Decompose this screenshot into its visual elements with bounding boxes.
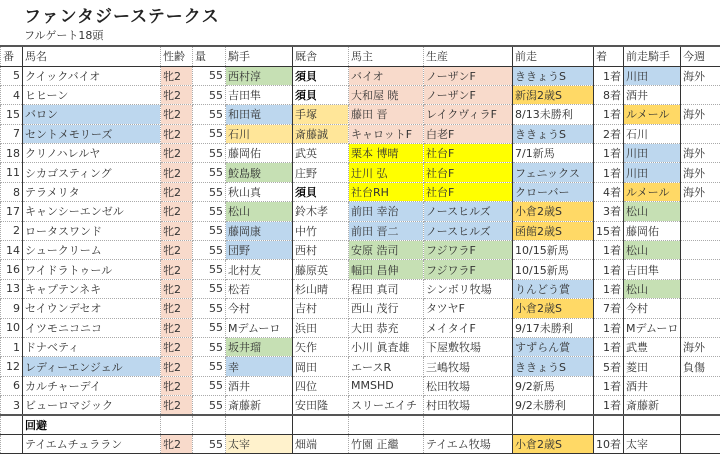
cell-sex-age[interactable]: 牝2 <box>161 299 193 318</box>
cell-weight[interactable]: 55 <box>193 221 226 240</box>
cell-number[interactable]: 9 <box>1 299 23 318</box>
cell-prev-finish[interactable]: 1着 <box>594 144 624 163</box>
cell-prev-jockey[interactable]: 川田 <box>624 66 681 85</box>
cell-prev-race[interactable]: 9/2新馬 <box>513 376 594 395</box>
cell-sex-age[interactable]: 牝2 <box>161 221 193 240</box>
cell-weight[interactable]: 55 <box>193 357 226 376</box>
cell-prev-jockey[interactable]: 武豊 <box>624 337 681 356</box>
cell-trainer[interactable]: 鈴木孝 <box>293 202 349 221</box>
cell-prev-jockey[interactable]: 松山 <box>624 241 681 260</box>
cell-number[interactable]: 12 <box>1 357 23 376</box>
cell-sex-age[interactable]: 牝2 <box>161 337 193 356</box>
cell-jockey[interactable]: 団野 <box>226 241 293 260</box>
cell-prev-finish[interactable]: 1着 <box>594 66 624 85</box>
cell-prev-finish[interactable]: 2着 <box>594 124 624 143</box>
cell-weight[interactable]: 55 <box>193 182 226 201</box>
cell-weight[interactable]: 55 <box>193 299 226 318</box>
scratched-header-row <box>1 415 720 434</box>
cell-trainer[interactable]: 浜田 <box>293 318 349 337</box>
header-jockey[interactable]: 騎手 <box>226 46 293 66</box>
cell-horse-name[interactable]: ドナベティ <box>23 337 161 356</box>
cell-prev-finish[interactable]: 1着 <box>594 279 624 298</box>
cell-owner[interactable]: スリーエイチ <box>349 396 424 415</box>
cell-jockey[interactable]: 秋山真 <box>226 182 293 201</box>
cell-prev-race[interactable]: すずらん賞 <box>513 337 594 356</box>
cell-prev-race[interactable]: フェニックス <box>513 163 594 182</box>
cell-owner[interactable]: 小川 眞査雄 <box>349 337 424 356</box>
header-this-week[interactable]: 今週 <box>681 46 720 66</box>
cell-breeder[interactable]: フジワラF <box>424 241 513 260</box>
cell-prev-finish[interactable]: 5着 <box>594 357 624 376</box>
cell-jockey[interactable]: 酒井 <box>226 376 293 395</box>
cell-trainer[interactable]: 矢作 <box>293 337 349 356</box>
cell-this-week[interactable]: 海外 <box>681 163 720 182</box>
cell-horse-name[interactable]: ロータスワンド <box>23 221 161 240</box>
cell-trainer[interactable]: 安田隆 <box>293 396 349 415</box>
cell-prev-jockey[interactable]: 川田 <box>624 144 681 163</box>
cell-weight[interactable]: 55 <box>193 376 226 395</box>
cell-weight[interactable]: 55 <box>193 434 226 453</box>
cell-prev-finish[interactable]: 1着 <box>594 337 624 356</box>
cell-sex-age[interactable]: 牝2 <box>161 66 193 85</box>
cell-sex-age[interactable]: 牝2 <box>161 105 193 124</box>
cell-number[interactable]: 2 <box>1 221 23 240</box>
cell-prev-race[interactable]: 10/15新馬 <box>513 241 594 260</box>
cell-this-week[interactable] <box>681 202 720 221</box>
cell-sex-age[interactable]: 牝2 <box>161 318 193 337</box>
cell-horse-name[interactable]: キャプテンネキ <box>23 279 161 298</box>
table-row[interactable] <box>1 163 720 182</box>
cell-prev-jockey[interactable]: 斎藤新 <box>624 396 681 415</box>
cell-prev-finish[interactable]: 1着 <box>594 105 624 124</box>
cell-this-week[interactable] <box>681 299 720 318</box>
cell-trainer[interactable]: 須貝 <box>293 182 349 201</box>
cell-horse-name[interactable]: テイエムチュララン <box>23 434 161 453</box>
cell-this-week[interactable] <box>681 124 720 143</box>
entries-body <box>1 66 720 454</box>
cell-owner[interactable]: 西山 茂行 <box>349 299 424 318</box>
cell-prev-race[interactable]: ききょうS <box>513 124 594 143</box>
cell-prev-race[interactable]: ききょうS <box>513 357 594 376</box>
cell-trainer[interactable]: 庄野 <box>293 163 349 182</box>
table-row[interactable] <box>1 144 720 163</box>
empty-cell <box>513 415 594 434</box>
cell-number[interactable]: 10 <box>1 318 23 337</box>
cell-breeder[interactable]: 下屋敷牧場 <box>424 337 513 356</box>
cell-number[interactable]: 8 <box>1 182 23 201</box>
cell-prev-jockey[interactable]: 太宰 <box>624 434 681 453</box>
empty-cell <box>624 415 681 434</box>
cell-prev-race[interactable]: 8/13未勝利 <box>513 105 594 124</box>
table-row[interactable] <box>1 260 720 279</box>
cell-number[interactable]: 16 <box>1 260 23 279</box>
empty-cell <box>349 415 424 434</box>
cell-owner[interactable]: 程田 真司 <box>349 279 424 298</box>
cell-sex-age[interactable]: 牝2 <box>161 260 193 279</box>
cell-breeder[interactable]: シンボリ牧場 <box>424 279 513 298</box>
cell-breeder[interactable]: 社台F <box>424 182 513 201</box>
cell-breeder[interactable]: 三嶋牧場 <box>424 357 513 376</box>
table-row[interactable] <box>1 85 720 104</box>
table-row[interactable] <box>1 337 720 356</box>
cell-prev-jockey[interactable]: ルメール <box>624 182 681 201</box>
cell-trainer[interactable]: 杉山晴 <box>293 279 349 298</box>
cell-trainer[interactable]: 四位 <box>293 376 349 395</box>
cell-weight[interactable]: 55 <box>193 124 226 143</box>
table-row[interactable] <box>1 66 720 85</box>
empty-cell <box>594 415 624 434</box>
cell-jockey[interactable]: 藤岡康 <box>226 221 293 240</box>
table-row[interactable] <box>1 318 720 337</box>
table-row[interactable] <box>1 124 720 143</box>
cell-prev-race[interactable]: 小倉2歳S <box>513 202 594 221</box>
cell-prev-race[interactable]: 10/15新馬 <box>513 260 594 279</box>
cell-prev-jockey[interactable]: 酒井 <box>624 85 681 104</box>
header-weight[interactable]: 量 <box>193 46 226 66</box>
cell-breeder[interactable]: テイエム牧場 <box>424 434 513 453</box>
header-number[interactable]: 番 <box>1 46 23 66</box>
cell-prev-jockey[interactable]: 松山 <box>624 279 681 298</box>
cell-prev-race[interactable]: 函館2歳S <box>513 221 594 240</box>
empty-cell <box>1 415 23 434</box>
cell-prev-jockey[interactable]: Mデムーロ <box>624 318 681 337</box>
cell-prev-race[interactable]: 9/17未勝利 <box>513 318 594 337</box>
cell-owner[interactable]: 前田 晋二 <box>349 221 424 240</box>
table-row[interactable] <box>1 376 720 395</box>
empty-cell <box>293 415 349 434</box>
cell-breeder[interactable]: ノースヒルズ <box>424 202 513 221</box>
cell-weight[interactable]: 55 <box>193 396 226 415</box>
cell-trainer[interactable]: 西村 <box>293 241 349 260</box>
cell-this-week[interactable] <box>681 434 720 453</box>
cell-prev-race[interactable]: クローバー <box>513 182 594 201</box>
cell-owner[interactable]: MMSHD <box>349 376 424 395</box>
cell-prev-finish[interactable]: 7着 <box>594 299 624 318</box>
cell-horse-name[interactable]: セントメモリーズ <box>23 124 161 143</box>
cell-number[interactable]: 15 <box>1 105 23 124</box>
cell-jockey[interactable]: Mデムーロ <box>226 318 293 337</box>
cell-number[interactable] <box>1 434 23 453</box>
cell-this-week[interactable]: 海外 <box>681 105 720 124</box>
empty-cell <box>161 415 193 434</box>
cell-owner[interactable]: 前田 幸治 <box>349 202 424 221</box>
cell-weight[interactable]: 55 <box>193 337 226 356</box>
sheet-subtitle: フルゲート18頭 <box>24 27 103 43</box>
cell-prev-race[interactable]: 小倉2歳S <box>513 299 594 318</box>
cell-owner[interactable]: 藤田 晋 <box>349 105 424 124</box>
cell-breeder[interactable]: 村田牧場 <box>424 396 513 415</box>
header-breeder[interactable]: 生産 <box>424 46 513 66</box>
cell-jockey[interactable]: 松若 <box>226 279 293 298</box>
header-prev-finish[interactable]: 着 <box>594 46 624 66</box>
cell-horse-name[interactable]: クイックバイオ <box>23 66 161 85</box>
entries-table <box>0 45 720 454</box>
cell-weight[interactable]: 55 <box>193 279 226 298</box>
header-horse-name[interactable]: 馬名 <box>23 46 161 66</box>
cell-breeder[interactable]: メイタイF <box>424 318 513 337</box>
cell-horse-name[interactable]: セイウンデセオ <box>23 299 161 318</box>
cell-prev-race[interactable]: りんどう賞 <box>513 279 594 298</box>
empty-cell <box>193 415 226 434</box>
cell-this-week[interactable]: 海外 <box>681 144 720 163</box>
table-row[interactable] <box>1 202 720 221</box>
cell-horse-name[interactable]: シュークリーム <box>23 241 161 260</box>
cell-owner[interactable]: 栗本 博晴 <box>349 144 424 163</box>
cell-horse-name[interactable]: バロン <box>23 105 161 124</box>
cell-prev-finish[interactable]: 8着 <box>594 85 624 104</box>
cell-owner[interactable]: 社台RH <box>349 182 424 201</box>
cell-prev-finish[interactable]: 1着 <box>594 318 624 337</box>
cell-prev-jockey[interactable]: ルメール <box>624 105 681 124</box>
empty-cell <box>424 415 513 434</box>
cell-this-week[interactable] <box>681 279 720 298</box>
scratched-label: 回避 <box>23 415 161 434</box>
cell-sex-age[interactable]: 牝2 <box>161 376 193 395</box>
cell-sex-age[interactable]: 牝2 <box>161 357 193 376</box>
cell-number[interactable]: 4 <box>1 85 23 104</box>
cell-this-week[interactable]: 海外 <box>681 66 720 85</box>
cell-sex-age[interactable]: 牝2 <box>161 124 193 143</box>
table-row[interactable] <box>1 299 720 318</box>
cell-this-week[interactable] <box>681 221 720 240</box>
cell-breeder[interactable]: 松田牧場 <box>424 376 513 395</box>
cell-jockey[interactable]: 和田竜 <box>226 105 293 124</box>
cell-weight[interactable]: 55 <box>193 202 226 221</box>
cell-breeder[interactable]: ノースヒルズ <box>424 221 513 240</box>
cell-trainer[interactable]: 岡田 <box>293 357 349 376</box>
cell-prev-jockey[interactable]: 藤岡佑 <box>624 221 681 240</box>
cell-jockey[interactable]: 藤岡佑 <box>226 144 293 163</box>
cell-horse-name[interactable]: ヒヒーン <box>23 85 161 104</box>
cell-prev-jockey[interactable]: 菱田 <box>624 357 681 376</box>
cell-number[interactable]: 14 <box>1 241 23 260</box>
cell-number[interactable]: 6 <box>1 376 23 395</box>
cell-horse-name[interactable]: キャンシーエンゼル <box>23 202 161 221</box>
cell-horse-name[interactable]: シカゴスティング <box>23 163 161 182</box>
cell-owner[interactable]: 安原 浩司 <box>349 241 424 260</box>
table-row[interactable] <box>1 357 720 376</box>
cell-weight[interactable]: 55 <box>193 163 226 182</box>
header-prev-jockey[interactable]: 前走騎手 <box>624 46 681 66</box>
cell-prev-jockey[interactable]: 川田 <box>624 163 681 182</box>
cell-jockey[interactable]: 石川 <box>226 124 293 143</box>
cell-breeder[interactable]: 社台F <box>424 163 513 182</box>
cell-this-week[interactable] <box>681 396 720 415</box>
cell-trainer[interactable]: 斎藤誠 <box>293 124 349 143</box>
cell-weight[interactable]: 55 <box>193 260 226 279</box>
cell-prev-jockey[interactable]: 酒井 <box>624 376 681 395</box>
cell-prev-race[interactable]: 7/1新馬 <box>513 144 594 163</box>
cell-prev-finish[interactable]: 10着 <box>594 434 624 453</box>
cell-owner[interactable]: 幅田 昌伸 <box>349 260 424 279</box>
cell-jockey[interactable]: 松山 <box>226 202 293 221</box>
cell-sex-age[interactable]: 牝2 <box>161 85 193 104</box>
cell-jockey[interactable]: 幸 <box>226 357 293 376</box>
cell-prev-finish[interactable]: 1着 <box>594 163 624 182</box>
header-prev-race[interactable]: 前走 <box>513 46 594 66</box>
cell-this-week[interactable] <box>681 85 720 104</box>
table-row[interactable] <box>1 182 720 201</box>
cell-owner[interactable]: キャロットF <box>349 124 424 143</box>
cell-prev-race[interactable]: 小倉2歳S <box>513 434 594 453</box>
cell-prev-jockey[interactable]: 石川 <box>624 124 681 143</box>
cell-jockey[interactable]: 太宰 <box>226 434 293 453</box>
cell-horse-name[interactable]: テラメリタ <box>23 182 161 201</box>
cell-number[interactable]: 7 <box>1 124 23 143</box>
cell-sex-age[interactable]: 牝2 <box>161 182 193 201</box>
cell-owner[interactable]: 竹園 正繼 <box>349 434 424 453</box>
cell-prev-race[interactable]: ききょうS <box>513 66 594 85</box>
cell-jockey[interactable]: 吉田隼 <box>226 85 293 104</box>
cell-sex-age[interactable]: 牝2 <box>161 434 193 453</box>
cell-number[interactable]: 17 <box>1 202 23 221</box>
cell-breeder[interactable]: フジワラF <box>424 260 513 279</box>
cell-number[interactable]: 3 <box>1 396 23 415</box>
table-row[interactable] <box>1 434 720 453</box>
cell-breeder[interactable]: ノーザンF <box>424 85 513 104</box>
cell-breeder[interactable]: 社台F <box>424 144 513 163</box>
cell-prev-finish[interactable]: 4着 <box>594 182 624 201</box>
cell-horse-name[interactable]: クリノハレルヤ <box>23 144 161 163</box>
cell-sex-age[interactable]: 牝2 <box>161 279 193 298</box>
cell-horse-name[interactable]: カルチャーデイ <box>23 376 161 395</box>
cell-jockey[interactable]: 北村友 <box>226 260 293 279</box>
cell-prev-finish[interactable]: 1着 <box>594 376 624 395</box>
table-row[interactable] <box>1 279 720 298</box>
cell-number[interactable]: 18 <box>1 144 23 163</box>
cell-this-week[interactable] <box>681 376 720 395</box>
cell-this-week[interactable] <box>681 260 720 279</box>
cell-prev-jockey[interactable]: 今村 <box>624 299 681 318</box>
cell-owner[interactable]: 辻川 弘 <box>349 163 424 182</box>
cell-trainer[interactable]: 須貝 <box>293 85 349 104</box>
cell-weight[interactable]: 55 <box>193 105 226 124</box>
cell-jockey[interactable]: 西村淳 <box>226 66 293 85</box>
cell-prev-finish[interactable]: 15着 <box>594 221 624 240</box>
cell-number[interactable]: 5 <box>1 66 23 85</box>
cell-jockey[interactable]: 今村 <box>226 299 293 318</box>
table-row[interactable] <box>1 105 720 124</box>
table-row[interactable] <box>1 221 720 240</box>
cell-trainer[interactable]: 手塚 <box>293 105 349 124</box>
cell-weight[interactable]: 55 <box>193 85 226 104</box>
cell-this-week[interactable] <box>681 318 720 337</box>
cell-sex-age[interactable]: 牝2 <box>161 144 193 163</box>
cell-sex-age[interactable]: 牝2 <box>161 241 193 260</box>
cell-jockey[interactable]: 斎藤新 <box>226 396 293 415</box>
cell-horse-name[interactable]: レディーエンジェル <box>23 357 161 376</box>
header-owner[interactable]: 馬主 <box>349 46 424 66</box>
table-row[interactable] <box>1 241 720 260</box>
cell-prev-finish[interactable]: 1着 <box>594 241 624 260</box>
cell-owner[interactable]: バイオ <box>349 66 424 85</box>
cell-breeder[interactable]: レイクヴィラF <box>424 105 513 124</box>
cell-trainer[interactable]: 畑端 <box>293 434 349 453</box>
header-row <box>1 46 720 66</box>
cell-weight[interactable]: 55 <box>193 318 226 337</box>
cell-sex-age[interactable]: 牝2 <box>161 163 193 182</box>
cell-horse-name[interactable]: ビューロマジック <box>23 396 161 415</box>
cell-breeder[interactable]: 白老F <box>424 124 513 143</box>
cell-prev-finish[interactable]: 1着 <box>594 396 624 415</box>
cell-breeder[interactable]: タツヤF <box>424 299 513 318</box>
cell-weight[interactable]: 55 <box>193 241 226 260</box>
cell-prev-jockey[interactable]: 松山 <box>624 202 681 221</box>
cell-prev-race[interactable]: 9/2未勝利 <box>513 396 594 415</box>
cell-horse-name[interactable]: ワイドラトゥール <box>23 260 161 279</box>
cell-sex-age[interactable]: 牝2 <box>161 202 193 221</box>
table-row[interactable] <box>1 396 720 415</box>
cell-breeder[interactable]: ノーザンF <box>424 66 513 85</box>
cell-owner[interactable]: 大田 恭充 <box>349 318 424 337</box>
header-sex-age[interactable]: 性齢 <box>161 46 193 66</box>
cell-trainer[interactable]: 吉村 <box>293 299 349 318</box>
cell-number[interactable]: 13 <box>1 279 23 298</box>
cell-horse-name[interactable]: イツモニコニコ <box>23 318 161 337</box>
sheet-title: ファンタジーステークス <box>24 2 220 26</box>
empty-cell <box>226 415 293 434</box>
cell-this-week[interactable]: 海外 <box>681 182 720 201</box>
cell-trainer[interactable]: 藤原英 <box>293 260 349 279</box>
cell-number[interactable]: 11 <box>1 163 23 182</box>
cell-jockey[interactable]: 坂井瑠 <box>226 337 293 356</box>
header-trainer[interactable]: 厩舎 <box>293 46 349 66</box>
cell-trainer[interactable]: 須貝 <box>293 66 349 85</box>
cell-this-week[interactable]: 海外 <box>681 337 720 356</box>
cell-this-week[interactable] <box>681 241 720 260</box>
cell-weight[interactable]: 55 <box>193 66 226 85</box>
cell-sex-age[interactable]: 牝2 <box>161 396 193 415</box>
cell-number[interactable]: 1 <box>1 337 23 356</box>
empty-cell <box>681 415 720 434</box>
cell-prev-race[interactable]: 新潟2歳S <box>513 85 594 104</box>
cell-owner[interactable]: エースR <box>349 357 424 376</box>
cell-prev-finish[interactable]: 1着 <box>594 260 624 279</box>
cell-weight[interactable]: 55 <box>193 144 226 163</box>
cell-jockey[interactable]: 鮫島駿 <box>226 163 293 182</box>
cell-this-week[interactable]: 負傷 <box>681 357 720 376</box>
cell-trainer[interactable]: 中竹 <box>293 221 349 240</box>
cell-owner[interactable]: 大和屋 暁 <box>349 85 424 104</box>
cell-prev-finish[interactable]: 3着 <box>594 202 624 221</box>
cell-prev-jockey[interactable]: 吉田隼 <box>624 260 681 279</box>
cell-trainer[interactable]: 武英 <box>293 144 349 163</box>
